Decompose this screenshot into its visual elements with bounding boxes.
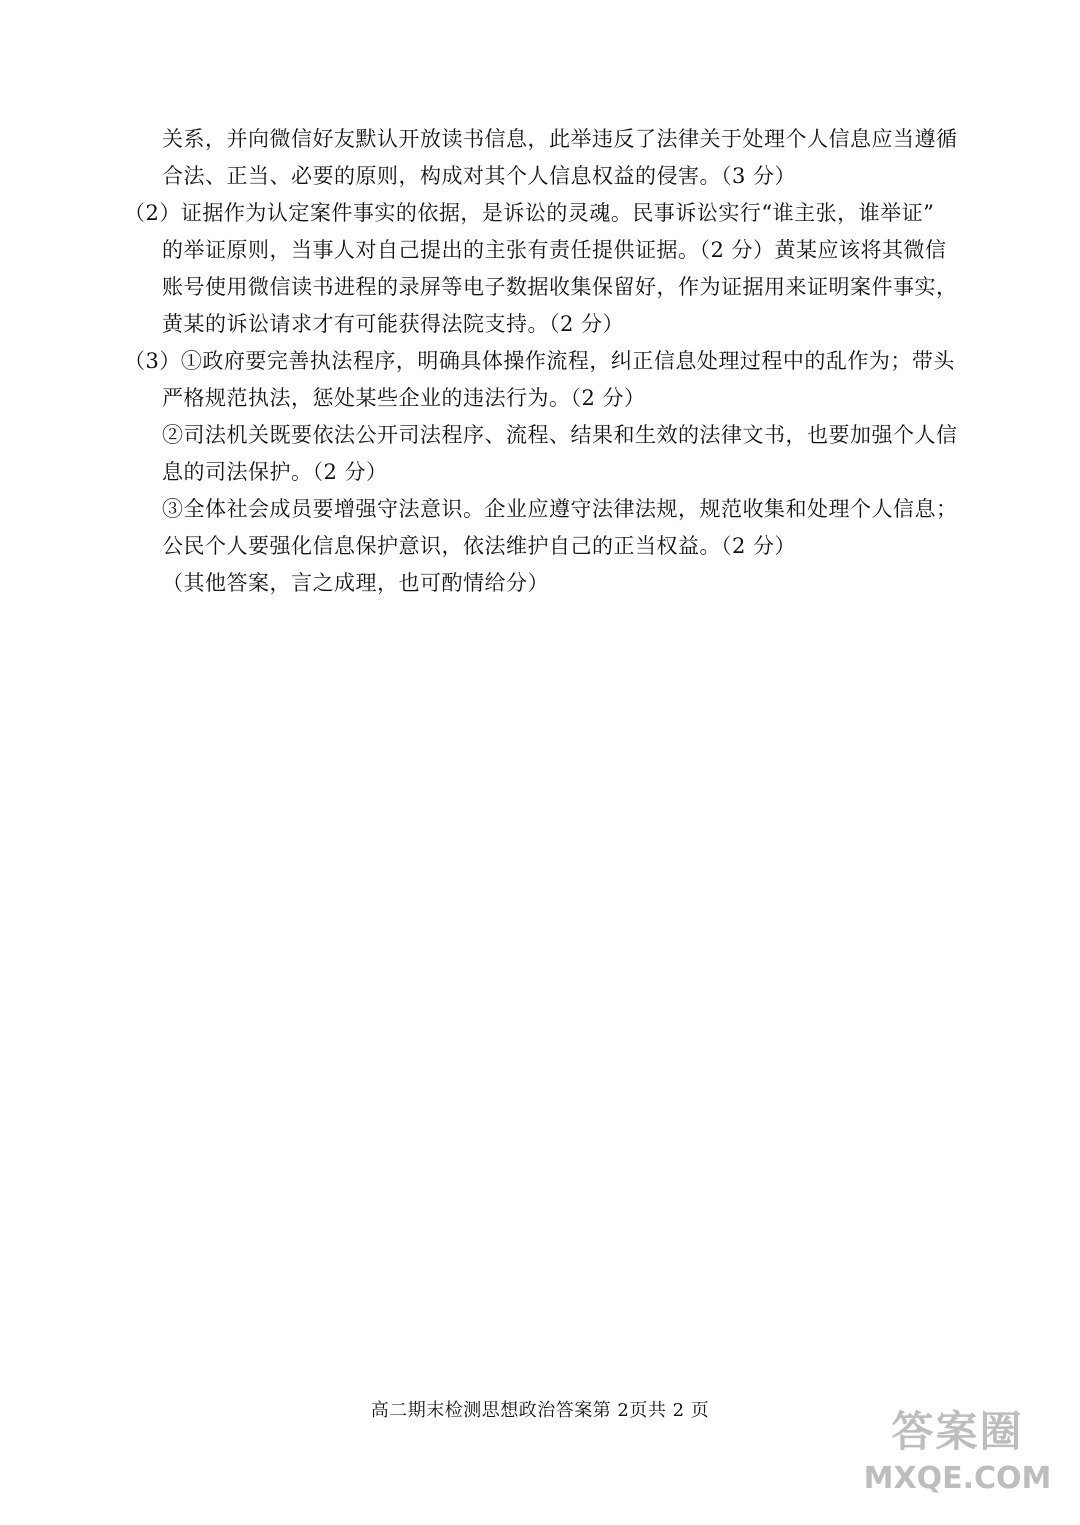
text-line-2: 合法、正当、必要的原则，构成对其个人信息权益的侵害。（3 分） xyxy=(162,164,797,188)
watermark-logo-text: 答案圈 xyxy=(891,1407,1024,1456)
text-line-7: （3）①政府要完善执法程序，明确具体操作流程，纠正信息处理过程中的乱作为；带头 xyxy=(124,349,955,373)
text-line-12: 公民个人要强化信息保护意识，依法维护自己的正当权益。（2 分） xyxy=(162,534,797,558)
text-line-4: 的举证原则，当事人对自己提出的主张有责任提供证据。（2 分）黄某应该将其微信 xyxy=(162,238,947,262)
watermark-url: MXQE.COM xyxy=(863,1461,1052,1496)
text-line-10: 息的司法保护。（2 分） xyxy=(162,460,388,484)
text-line-13: （其他答案，言之成理，也可酌情给分） xyxy=(162,571,549,595)
watermark-logo xyxy=(855,1405,1060,1515)
text-line-3: （2）证据作为认定案件事实的依据，是诉讼的灵魂。民事诉讼实行“谁主张，谁举证” xyxy=(124,201,935,225)
text-line-8: 严格规范执法，惩处某些企业的违法行为。（2 分） xyxy=(162,386,646,410)
text-line-11: ③全体社会成员要增强守法意识。企业应遵守法律法规，规范收集和处理个人信息； xyxy=(162,497,958,521)
text-line-9: ②司法机关既要依法公开司法程序、流程、结果和生效的法律文书，也要加强个人信 xyxy=(162,423,958,447)
page-footer: 高二期末检测思想政治答案第 2页共 2 页 xyxy=(370,1400,710,1421)
text-line-1: 关系，并向微信好友默认开放读书信息，此举违反了法律关于处理个人信息应当遵循 xyxy=(162,127,958,151)
text-line-6: 黄某的诉讼请求才有可能获得法院支持。（2 分） xyxy=(162,312,625,336)
text-line-5: 账号使用微信读书进程的录屏等电子数据收集保留好，作为证据用来证明案件事实， xyxy=(162,275,958,299)
